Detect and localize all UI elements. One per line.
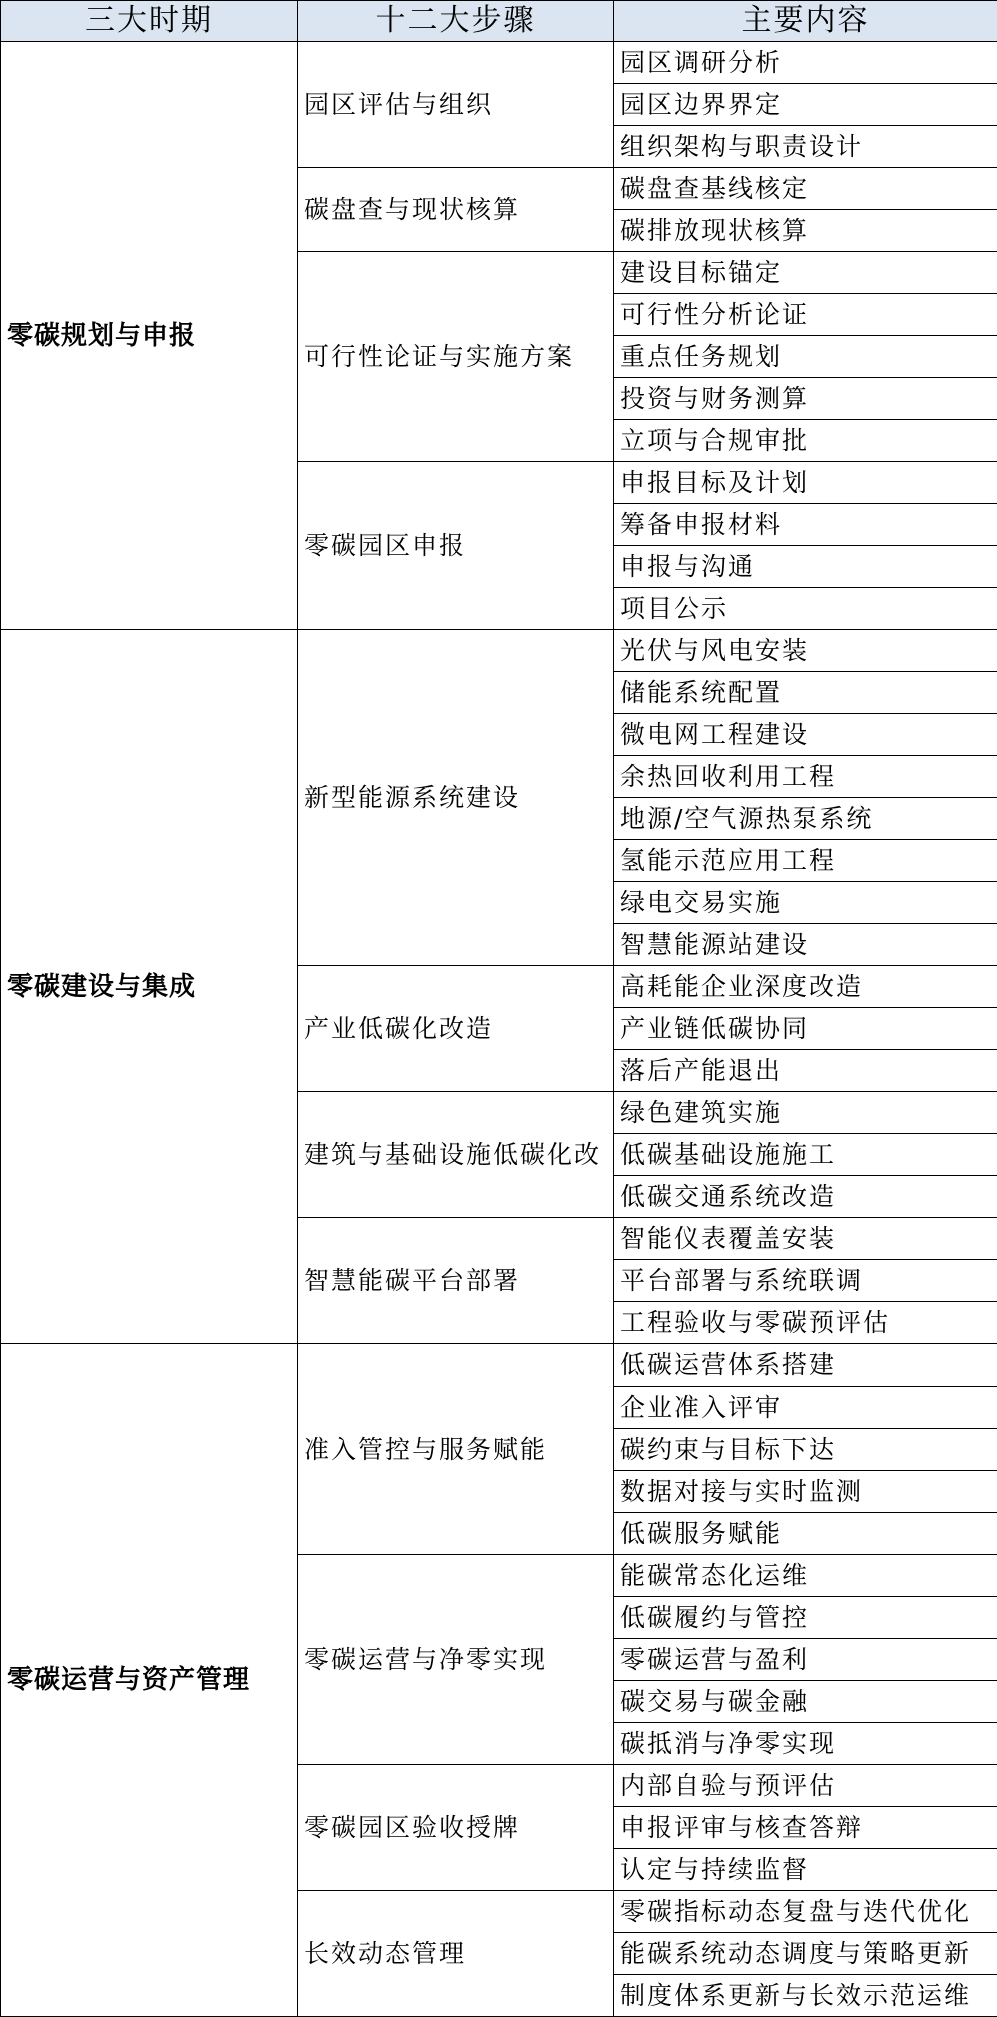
content-cell: 绿电交易实施 (614, 882, 997, 924)
content-cell: 工程验收与零碳预评估 (614, 1302, 997, 1344)
content-cell: 余热回收利用工程 (614, 756, 997, 798)
step-cell: 新型能源系统建设 (298, 630, 614, 966)
content-cell: 零碳指标动态复盘与迭代优化 (614, 1890, 997, 1932)
content-cell: 低碳运营体系搭建 (614, 1344, 997, 1386)
step-cell: 零碳运营与净零实现 (298, 1554, 614, 1764)
step-cell: 可行性论证与实施方案 (298, 252, 614, 462)
content-cell: 园区边界界定 (614, 84, 997, 126)
step-cell: 长效动态管理 (298, 1890, 614, 2016)
content-cell: 地源/空气源热泵系统 (614, 798, 997, 840)
table-row (1, 1344, 997, 1386)
content-cell: 氢能示范应用工程 (614, 840, 997, 882)
header-period: 三大时期 (1, 1, 298, 42)
content-cell: 落后产能退出 (614, 1050, 997, 1092)
content-cell: 筹备申报材料 (614, 504, 997, 546)
content-cell: 制度体系更新与长效示范运维 (614, 1974, 997, 2016)
content-cell: 低碳基础设施施工 (614, 1134, 997, 1176)
content-cell: 项目公示 (614, 588, 997, 630)
content-cell: 碳约束与目标下达 (614, 1428, 997, 1470)
header-content: 主要内容 (614, 1, 997, 42)
content-cell: 高耗能企业深度改造 (614, 966, 997, 1008)
step-cell: 零碳园区申报 (298, 462, 614, 630)
table-row (1, 42, 997, 84)
content-cell: 光伏与风电安装 (614, 630, 997, 672)
content-cell: 认定与持续监督 (614, 1848, 997, 1890)
content-cell: 智能仪表覆盖安装 (614, 1218, 997, 1260)
content-cell: 零碳运营与盈利 (614, 1638, 997, 1680)
content-cell: 低碳履约与管控 (614, 1596, 997, 1638)
content-cell: 微电网工程建设 (614, 714, 997, 756)
content-cell: 申报评审与核查答辩 (614, 1806, 997, 1848)
step-cell: 产业低碳化改造 (298, 966, 614, 1092)
content-cell: 组织架构与职责设计 (614, 126, 997, 168)
table-row (1, 630, 997, 672)
content-cell: 低碳服务赋能 (614, 1512, 997, 1554)
step-cell: 智慧能碳平台部署 (298, 1218, 614, 1344)
period-cell: 零碳建设与集成 (1, 630, 298, 1344)
content-cell: 申报目标及计划 (614, 462, 997, 504)
table-body (1, 42, 997, 2017)
period-cell: 零碳运营与资产管理 (1, 1344, 298, 2017)
header-step: 十二大步骤 (298, 1, 614, 42)
step-cell: 碳盘查与现状核算 (298, 168, 614, 252)
content-cell: 能碳常态化运维 (614, 1554, 997, 1596)
content-cell: 投资与财务测算 (614, 378, 997, 420)
content-cell: 碳交易与碳金融 (614, 1680, 997, 1722)
step-cell: 园区评估与组织 (298, 42, 614, 168)
content-cell: 储能系统配置 (614, 672, 997, 714)
content-cell: 内部自验与预评估 (614, 1764, 997, 1806)
period-cell: 零碳规划与申报 (1, 42, 298, 630)
content-cell: 产业链低碳协同 (614, 1008, 997, 1050)
content-cell: 碳排放现状核算 (614, 210, 997, 252)
content-cell: 绿色建筑实施 (614, 1092, 997, 1134)
content-cell: 低碳交通系统改造 (614, 1176, 997, 1218)
content-cell: 数据对接与实时监测 (614, 1470, 997, 1512)
content-cell: 碳盘查基线核定 (614, 168, 997, 210)
content-cell: 碳抵消与净零实现 (614, 1722, 997, 1764)
content-cell: 平台部署与系统联调 (614, 1260, 997, 1302)
content-cell: 园区调研分析 (614, 42, 997, 84)
content-cell: 申报与沟通 (614, 546, 997, 588)
content-cell: 立项与合规审批 (614, 420, 997, 462)
content-cell: 可行性分析论证 (614, 294, 997, 336)
header-row (1, 1, 997, 42)
step-cell: 准入管控与服务赋能 (298, 1344, 614, 1554)
content-cell: 重点任务规划 (614, 336, 997, 378)
content-cell: 智慧能源站建设 (614, 924, 997, 966)
content-cell: 企业准入评审 (614, 1386, 997, 1428)
step-cell: 零碳园区验收授牌 (298, 1764, 614, 1890)
content-cell: 建设目标锚定 (614, 252, 997, 294)
step-cell: 建筑与基础设施低碳化改 (298, 1092, 614, 1218)
content-cell: 能碳系统动态调度与策略更新 (614, 1932, 997, 1974)
